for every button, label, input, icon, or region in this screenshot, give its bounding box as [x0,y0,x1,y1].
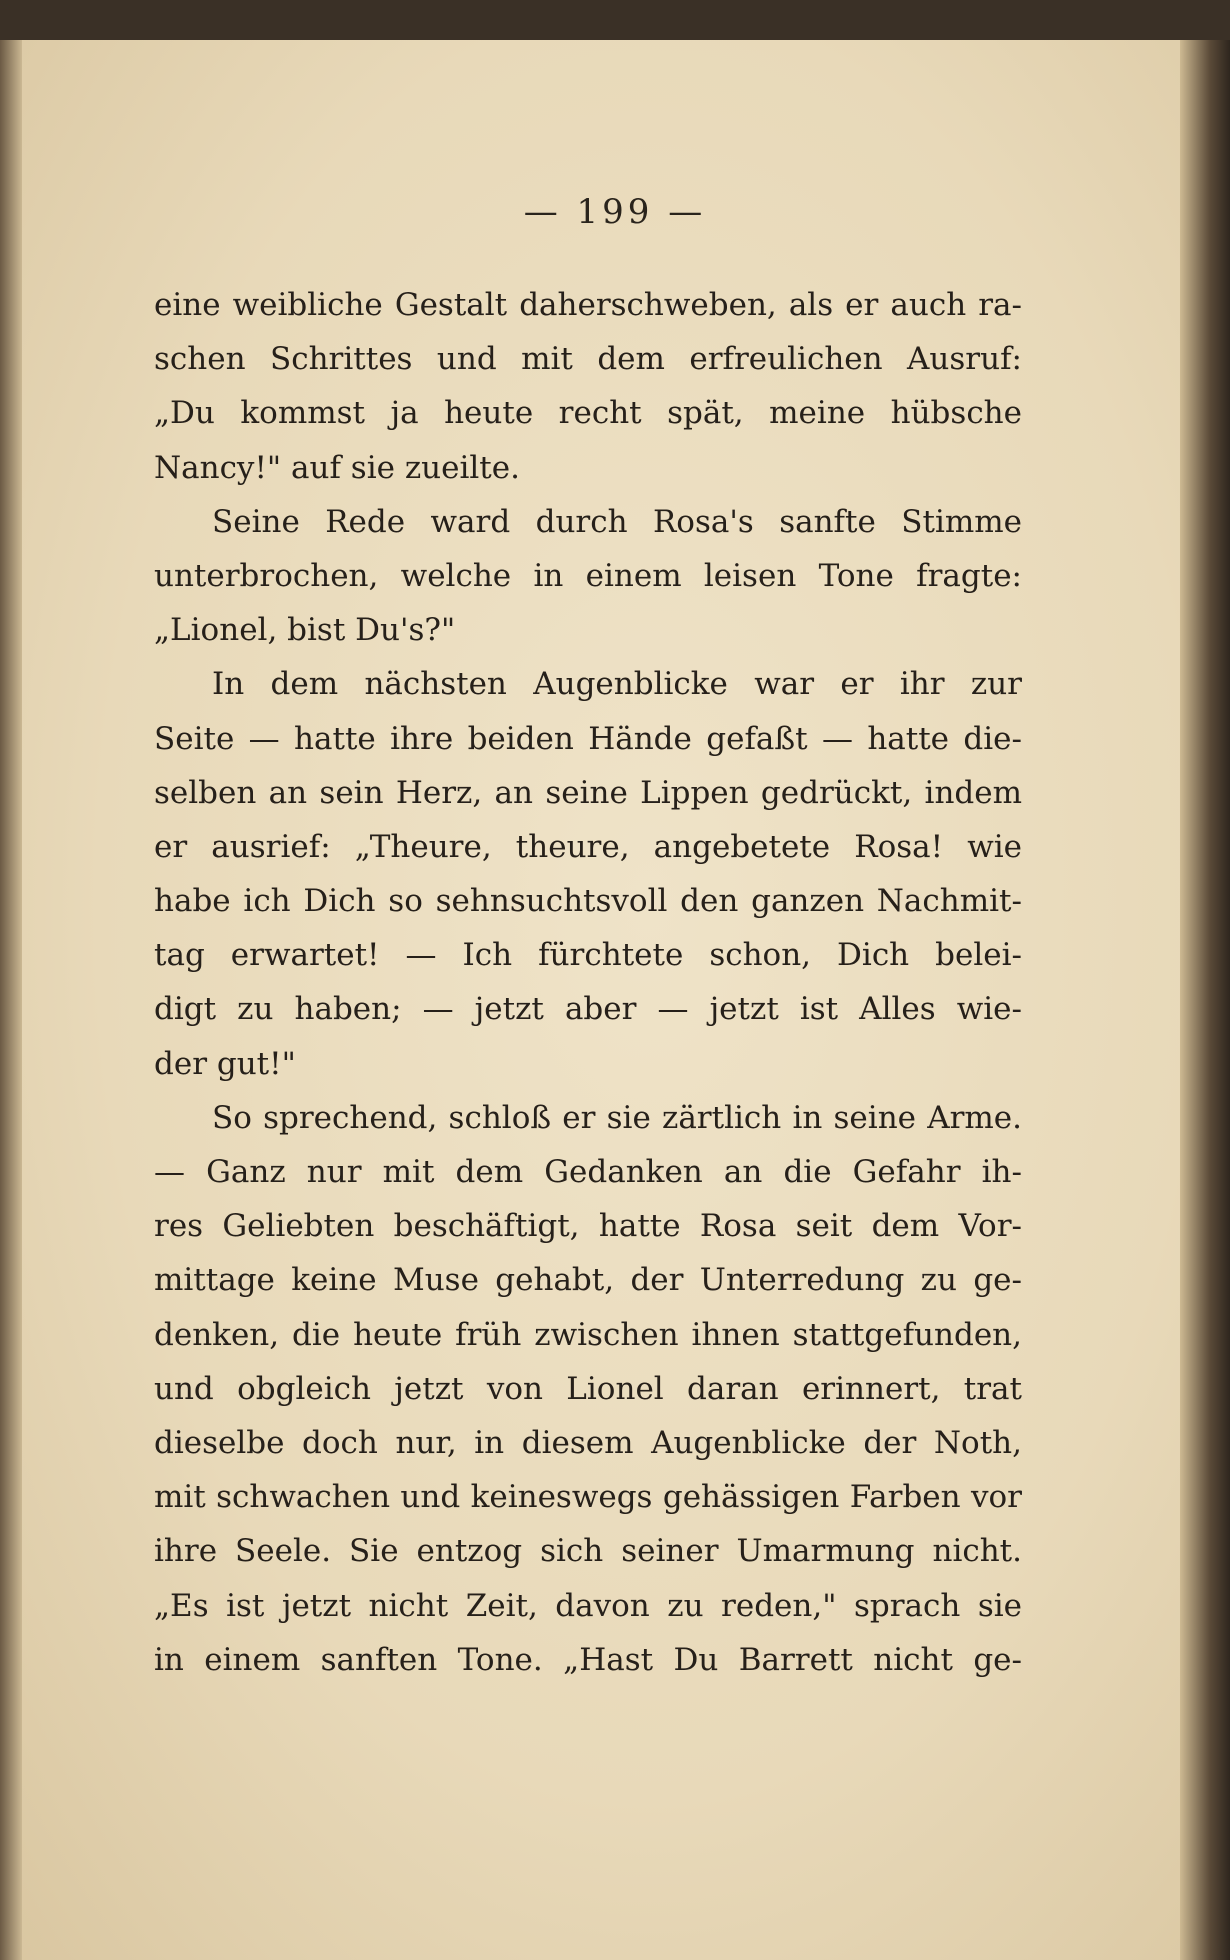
text-line: unterbrochen, welche in einem leisen Tone fragte: [154,557,1022,594]
text-line: in einem sanften Tone. „Hast Du Barrett nicht ge- [154,1641,1022,1678]
page-edge [1180,40,1230,1960]
text-line: „Es ist jetzt nicht Zeit, davon zu reden," sprach sie [154,1587,1022,1624]
text-line: denken, die heute früh zwischen ihnen stattgefunden, [154,1316,1022,1353]
text-line: dieselbe doch nur, in diesem Augenblicke der Noth, [154,1424,1022,1461]
text-line: „Du kommst ja heute recht spät, meine hübsche [154,395,1022,432]
page-number: — 199 — [523,192,707,232]
text-line: Seite — hatte ihre beiden Hände gefaßt — hatte die- [154,720,1022,757]
text-line: res Geliebten beschäftigt, hatte Rosa seit dem Vor- [154,1208,1022,1245]
text-line: — Ganz nur mit dem Gedanken an die Gefahr ih- [154,1154,1022,1190]
text-line: habe ich Dich so sehnsuchtsvoll den ganzen Nachmit- [154,883,1022,920]
text-line: tag erwartet! — Ich fürchtete schon, Dich belei- [154,937,1022,974]
text-line: Nancy!" auf sie zueilte. [154,449,520,486]
text-line: So sprechend, schloß er sie zärtlich in seine Arme. [212,1099,1022,1136]
text-line: der gut!" [154,1045,296,1082]
book-binding [0,40,22,1960]
text-line: „Lionel, bist Du's?" [154,612,456,649]
text-line: ihre Seele. Sie entzog sich seiner Umarmung nicht. [154,1533,1022,1570]
text-line: schen Schrittes und mit dem erfreulichen Ausruf: [154,341,1022,378]
body-text [154,278,1022,1687]
text-line: In dem nächsten Augenblicke war er ihr zur [212,666,1022,703]
text-line: selben an sein Herz, an seine Lippen gedrückt, indem [154,774,1022,811]
text-line: und obgleich jetzt von Lionel daran erinnert, trat [154,1370,1022,1407]
text-line: er ausrief: „Theure, theure, angebetete Rosa! wie [154,828,1022,865]
text-line: mittage keine Muse gehabt, der Unterredung zu ge- [154,1262,1022,1299]
text-line: Seine Rede ward durch Rosa's sanfte Stimme [212,503,1022,540]
text-line: digt zu haben; — jetzt aber — jetzt ist Alles wie- [154,991,1022,1028]
text-line: eine weibliche Gestalt daherschweben, als er auch ra- [154,287,1022,323]
text-line: mit schwachen und keineswegs gehässigen Farben vor [154,1479,1022,1516]
